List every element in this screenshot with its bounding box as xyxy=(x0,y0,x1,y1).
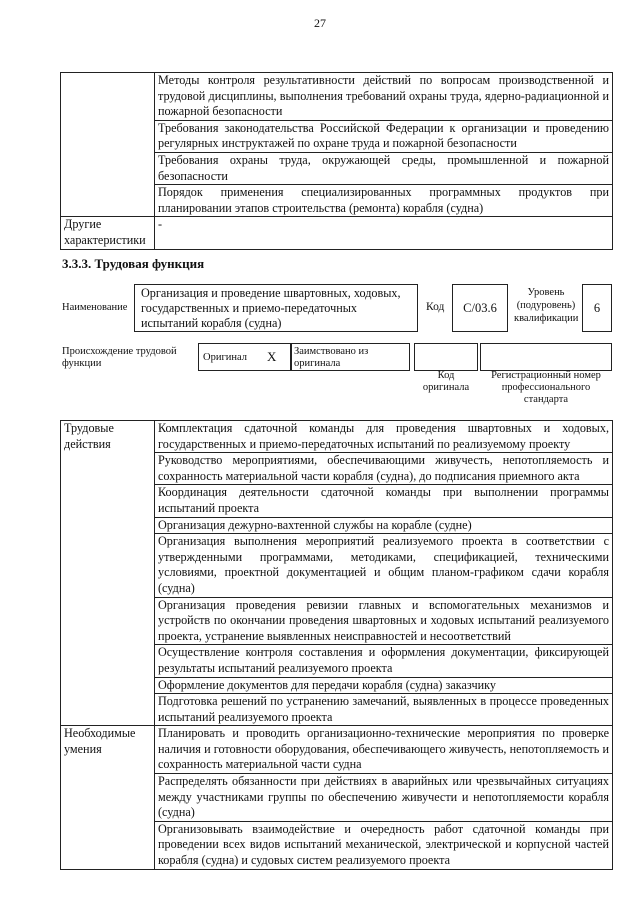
name-value: Организация и проведение швартовных, ходовых, государственных и приемо-передаточных испытаний корабля (судна) xyxy=(134,284,418,332)
row-item: Организация дежурно-вахтенной службы на корабле (судне) xyxy=(155,517,613,534)
row-item: Организация проведения ревизии главных и вспомогательных механизмов и устройств по окончании проведения швартовных и ходовых испытаний реализуемого проекта, устранение выявленных неисправностей и несоответствий xyxy=(155,597,613,645)
row-item: Требования охраны труда, окружающей среды, промышленной и пожарной безопасности xyxy=(155,152,613,184)
main-table xyxy=(60,420,613,870)
table-row xyxy=(61,217,613,249)
top-table xyxy=(60,72,613,250)
table-row xyxy=(61,421,613,453)
name-label: Наименование xyxy=(62,302,128,313)
row-item: Оформление документов для передачи корабля (судна) заказчику xyxy=(155,677,613,694)
page-number: 27 xyxy=(314,16,326,30)
code-caption: Код оригинала xyxy=(422,370,470,393)
section-title: 3.3.3. Трудовая функция xyxy=(62,256,205,271)
code-label: Код xyxy=(426,301,445,313)
row-item: Подготовка решений по устранению замечаний, выявленных в процессе проведенных испытаний реализуемого проекта xyxy=(155,694,613,726)
reg-caption: Регистрационный номер профессионального стандарта xyxy=(491,370,601,405)
level-value: 6 xyxy=(582,284,612,332)
row-label: Другие характеристики xyxy=(61,217,155,249)
row-item: Осуществление контроля составления и оформления документации, фиксирующей результаты испытаний реализуемого проекта xyxy=(155,645,613,677)
row-item: Требования законодательства Российской Федерации к организации и проведению регулярных инструктажей по охране труда и пожарной безопасности xyxy=(155,120,613,152)
row-label: Трудовые действия xyxy=(61,421,155,726)
row-item: - xyxy=(155,217,613,249)
row-item: Организация выполнения мероприятий реализуемого проекта в соответствии с утвержденными программами, методиками, спецификацией, техническими условиями, проектной документацией и общим планом-графиком сдачи корабля (судна) xyxy=(155,534,613,597)
table-row xyxy=(61,73,613,121)
code-value: С/03.6 xyxy=(452,284,508,332)
row-item: Организовывать взаимодействие и очередность работ сдаточной команды при проведении всех видов испытаний механической, электрической и корпусной частей корабля (судна) и судовых систем реализуемого проекта xyxy=(155,821,613,869)
original-mark: X xyxy=(267,349,277,364)
row-item: Методы контроля результативности действий по вопросам производственной и трудовой дисциплины, выполнения требований охраны труда, ядерно-радиационной и пожарной безопасности xyxy=(155,73,613,121)
row-item: Комплектация сдаточной команды для проведения швартовных и ходовых, государственных и приемо-передаточных испытаний по реализуемому проекту xyxy=(155,421,613,453)
origin-code-box xyxy=(414,343,478,371)
row-item: Распределять обязанности при действиях в аварийных или чрезвычайных ситуациях между участниками группы по обеспечению живучести и непотопляемости корабля (судна) xyxy=(155,774,613,822)
row-item: Планировать и проводить организационно-технические мероприятия по проверке наличия и готовности оборудования, обеспечивающего живучесть, непотопляемость и сохранность материальной части судна xyxy=(155,726,613,774)
borrowed-label: Заимствовано из оригинала xyxy=(290,343,410,371)
level-label: Уровень (подуровень) квалификации xyxy=(514,287,579,324)
origin-original-box xyxy=(198,343,292,371)
row-item: Координация деятельности сдаточной команды при выполнении программы испытаний проекта xyxy=(155,485,613,517)
table-row xyxy=(61,726,613,774)
row-label xyxy=(61,73,155,217)
origin-label: Происхождение трудовой функции xyxy=(62,346,177,369)
row-item: Руководство мероприятиями, обеспечивающими живучесть, непотопляемость и сохранность материальной части корабля (судна), до подписания приемного акта xyxy=(155,453,613,485)
reg-number-box xyxy=(480,343,612,371)
original-label: Оригинал xyxy=(203,352,247,363)
row-item: Порядок применения специализированных программных продуктов при планировании этапов строительства (ремонта) корабля (судна) xyxy=(155,185,613,217)
row-label: Необходимые умения xyxy=(61,726,155,869)
